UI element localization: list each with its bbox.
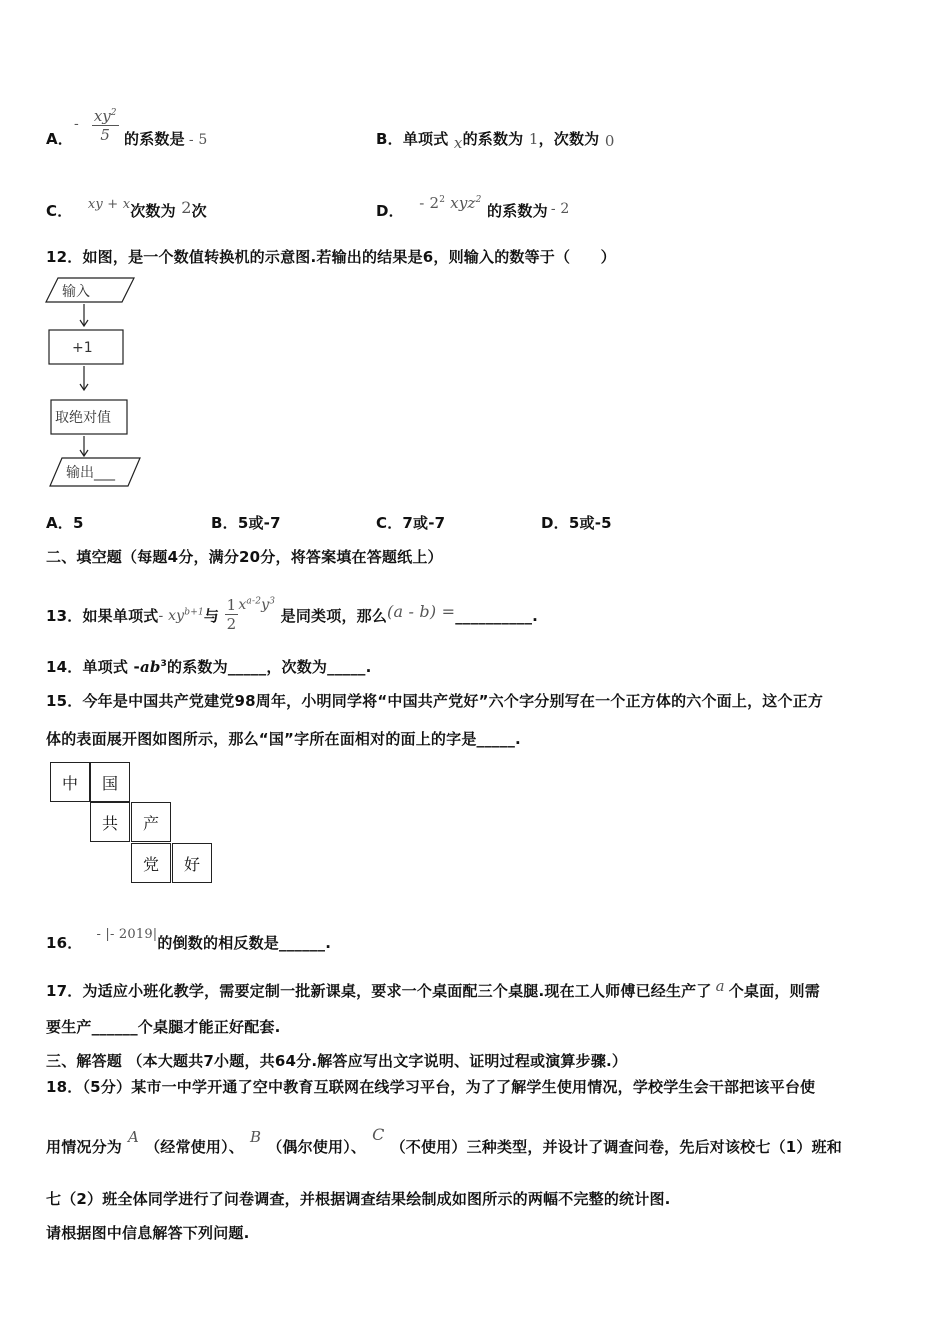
q11-a-expression: - $\frac{xy^2}{5}$ [74,104,119,144]
flow-abs-label: 取绝对值 [55,410,111,426]
q18-line3: 七（2）班全体同学进行了问卷调查，并根据调查结果绘制成如图所示的两幅不完整的统计图. [46,1190,671,1208]
q11-option-b: B．单项式 x的系数为 1，次数为 0 [376,130,615,152]
cube-face: 国 [90,762,130,802]
cube-face: 好 [172,843,212,883]
q13: 13．如果单项式- $xy^{b+1}$与 $\frac{1}{2}$ $x^{a-2}y^3$ 是同类项，那么(a - b) =__________. [46,596,539,633]
flow-abs-box [51,400,127,434]
fraction: $\frac{xy^2}{5}$ [92,104,119,144]
q12-option-a: A．5 [46,514,84,532]
q15-line1: 15．今年是中国共产党建党98周年，小明同学将“中国共产党好”六个字分别写在一个正方体的六个面上，这个正方 [46,692,824,710]
q11-option-d: D． - $2^2$ xyz$^2$ 的系数为 - 2 [376,194,570,220]
q17-line1: 17．为适应小班化教学，需要定制一批新课桌，要求一个桌面配三个桌腿.现在工人师傅已经生产了 a 个桌面，则需 [46,977,820,1000]
fraction: $\frac{1}{2}$ [226,596,237,633]
cube-face: 党 [131,843,171,883]
q14: 14．单项式 $-ab^3$的系数为_____，次数为_____. [46,658,372,676]
q12-option-d: D．5或-5 [541,514,612,532]
section-heading-solutions: 三、解答题 （本大题共7小题，共64分.解答应写出文字说明、证明过程或演算步骤.） [46,1052,628,1070]
flow-plus-label: +1 [72,340,93,356]
flow-input-label: 输入 [62,284,90,300]
flowchart [44,276,154,498]
q12-option-c: C．7或-7 [376,514,446,532]
cube-face: 中 [50,762,90,802]
q18-line1: 18．（5分）某市一中学开通了空中教育互联网在线学习平台，为了了解学生使用情况，学校学生会干部把该平台使 [46,1078,816,1096]
q11-option-c: C． xy + x次数为 2次 [46,197,207,220]
flow-plus-box [49,330,123,364]
q11-a-text: 的系数是 - 5 [124,130,208,148]
cube-face: 产 [131,802,171,842]
q11-option-a [46,128,73,149]
q16: 16． - |- 2019|的倒数的相反数是______. [46,927,332,952]
flow-input-box [46,278,134,302]
flow-output-label: 输出___ [66,465,115,481]
cube-net [50,762,220,888]
section-heading-fill-blank: 二、填空题（每题4分，满分20分，将答案填在答题纸上） [46,548,443,566]
q18-line4: 请根据图中信息解答下列问题. [46,1224,250,1242]
q12-stem: 12．如图，是一个数值转换机的示意图.若输出的结果是6，则输入的数等于（ ） [46,248,616,266]
q15-line2: 体的表面展开图如图所示，那么“国”字所在面相对的面上的字是_____. [46,730,521,748]
q12-option-b: B．5或-7 [211,514,281,532]
flow-output-box [50,458,140,486]
q17-line2: 要生产______个桌腿才能正好配套. [46,1018,281,1036]
q18-line2: 用情况分为A（经常使用）、B（偶尔使用）、C（不使用）三种类型，并设计了调查问卷，先后对该校七（1）班和 [46,1125,843,1156]
cube-face: 共 [90,802,130,842]
option-label: A． [46,130,74,148]
